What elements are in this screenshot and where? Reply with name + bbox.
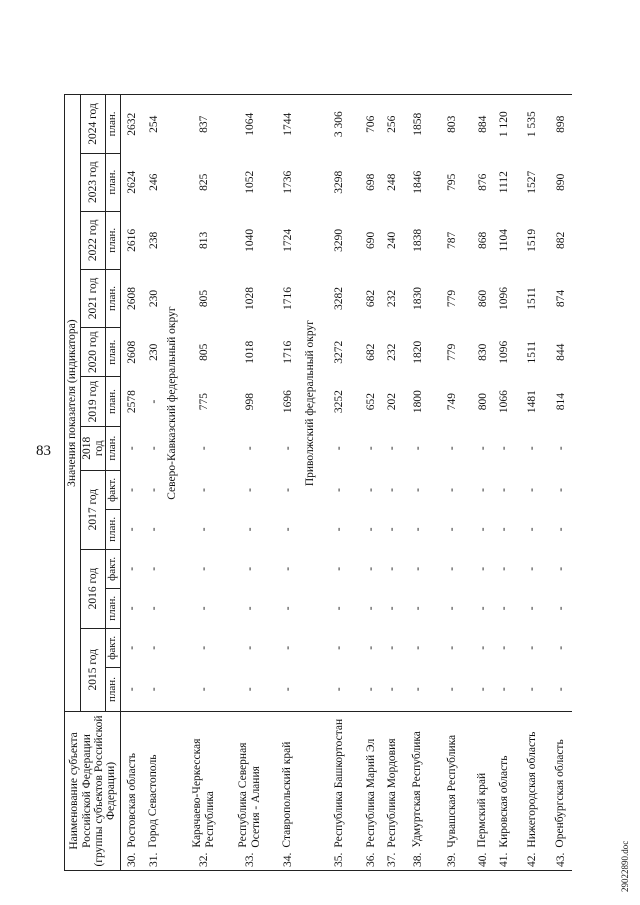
value-cell: 876 <box>476 173 489 191</box>
row-number: 35. <box>318 849 361 871</box>
value-cell: - <box>476 606 489 611</box>
district-row <box>165 37 180 871</box>
value-cell: - <box>411 446 424 451</box>
subject-column-header: Наименование субъекта Российской Федерации (группы субъектов Российской Федерации) <box>65 711 121 870</box>
indicator-table <box>64 36 572 871</box>
value-cell: - <box>197 606 210 611</box>
value-cell: - <box>386 566 399 571</box>
table-row <box>180 37 228 871</box>
region-name: Республика Башкортостан <box>318 711 361 848</box>
value-cell: - <box>386 687 399 692</box>
value-cell: - <box>554 446 567 451</box>
value-cell: - <box>526 487 539 492</box>
value-cell: - <box>365 566 378 571</box>
value-cell: 248 <box>386 173 399 191</box>
plan-subheader: план. <box>106 589 121 628</box>
value-cell: 1018 <box>244 340 257 364</box>
region-name: Ростовская область <box>121 711 143 848</box>
value-cell: 1 535 <box>515 95 550 153</box>
value-cell: 775 <box>197 392 210 411</box>
value-cell: - <box>281 527 294 532</box>
value-cell: - <box>498 566 511 571</box>
value-cell: - <box>411 687 424 692</box>
value-cell: - <box>197 487 210 492</box>
year-header: 2020 год <box>81 328 106 377</box>
value-cell: 749 <box>446 392 459 411</box>
value-cell: - <box>498 527 511 532</box>
region-name: Нижегородская область <box>515 711 550 848</box>
value-cell: - <box>526 527 539 532</box>
region-name: Пермский край <box>472 711 494 848</box>
value-cell: 1481 <box>526 390 539 414</box>
value-cell: - <box>446 645 459 650</box>
value-cell: 805 <box>197 343 210 361</box>
value-cell: 254 <box>143 95 165 153</box>
value-cell: - <box>125 527 138 532</box>
value-cell: - <box>476 687 489 692</box>
value-cell: 890 <box>554 173 567 191</box>
value-cell: 787 <box>446 231 459 249</box>
district-row <box>303 37 318 871</box>
value-cell: - <box>476 527 489 532</box>
fact-subheader: факт. <box>106 549 121 588</box>
value-cell: - <box>411 527 424 532</box>
plan-subheader: план. <box>106 153 121 211</box>
value-cell: 882 <box>554 231 567 249</box>
value-cell: 682 <box>365 343 378 361</box>
year-header: 2017 год <box>81 470 106 549</box>
plan-subheader: план. <box>106 426 121 470</box>
value-cell: - <box>446 687 459 692</box>
value-cell: - <box>333 606 346 611</box>
value-cell: 795 <box>446 173 459 191</box>
value-cell: 2578 <box>125 390 138 414</box>
value-cell: - <box>554 606 567 611</box>
value-cell: - <box>498 606 511 611</box>
value-cell: 874 <box>554 289 567 308</box>
value-cell: - <box>386 606 399 611</box>
rotated-table-wrapper <box>64 36 625 871</box>
table-row <box>121 37 143 871</box>
value-cell: 1511 <box>526 287 539 310</box>
value-cell: - <box>526 606 539 611</box>
value-cell: - <box>498 687 511 692</box>
value-cell: - <box>554 527 567 532</box>
value-cell: - <box>197 687 210 692</box>
region-name: Город Севастополь <box>143 711 165 848</box>
value-cell: - <box>554 687 567 692</box>
value-cell: 698 <box>365 173 378 191</box>
value-cell: - <box>147 527 160 532</box>
row-number: 32. <box>180 849 228 871</box>
value-cell: 1112 <box>498 171 511 194</box>
value-cell: 3282 <box>333 286 346 310</box>
value-cell: - <box>526 645 539 650</box>
indicator-group-header: Значения показателя (индикатора) <box>65 95 81 712</box>
value-cell: - <box>244 687 257 692</box>
value-cell: - <box>411 645 424 650</box>
table-row <box>382 37 403 871</box>
table-row <box>318 37 361 871</box>
row-number: 36. <box>361 849 382 871</box>
row-number: 30. <box>121 849 143 871</box>
plan-subheader: план. <box>106 328 121 377</box>
row-number: 31. <box>143 849 165 871</box>
value-cell: 2624 <box>125 170 138 194</box>
year-header: 2018 год <box>81 426 106 470</box>
value-cell: - <box>125 687 138 692</box>
table-row <box>143 37 165 871</box>
year-header: 2015 год <box>81 628 106 711</box>
value-cell: - <box>147 446 160 451</box>
value-cell: - <box>281 645 294 650</box>
value-cell: 232 <box>386 343 399 361</box>
row-number: 42. <box>515 849 550 871</box>
page-number: 83 <box>36 443 51 459</box>
year-header: 2019 год <box>81 377 106 426</box>
year-header: 2016 год <box>81 549 106 628</box>
value-cell: - <box>411 566 424 571</box>
value-cell: - <box>476 566 489 571</box>
district-spacer-name <box>165 711 180 848</box>
value-cell: - <box>197 566 210 571</box>
value-cell: 800 <box>476 392 489 411</box>
value-cell: 1800 <box>411 390 424 414</box>
value-cell: 230 <box>147 343 160 361</box>
value-cell: - <box>125 645 138 650</box>
value-cell: 3 306 <box>318 95 361 153</box>
value-cell: - <box>281 606 294 611</box>
value-cell: 813 <box>197 231 210 249</box>
fact-subheader: факт. <box>106 628 121 667</box>
fact-subheader: факт. <box>106 470 121 509</box>
region-name: Чувашская Республика <box>433 711 472 848</box>
year-header: 2023 год <box>81 153 106 211</box>
region-name: Оренбургская область <box>550 711 572 848</box>
value-cell: 779 <box>446 289 459 308</box>
value-cell: 652 <box>365 392 378 411</box>
value-cell: - <box>333 446 346 451</box>
value-cell: - <box>197 645 210 650</box>
table-row <box>361 37 382 871</box>
value-cell: - <box>386 446 399 451</box>
value-cell: - <box>476 487 489 492</box>
value-cell: 805 <box>197 289 210 308</box>
value-cell: 230 <box>147 289 160 308</box>
value-cell: - <box>365 446 378 451</box>
region-name: Ставропольский край <box>273 711 303 848</box>
value-cell: 1716 <box>281 340 294 364</box>
row-number: 39. <box>433 849 472 871</box>
value-cell: 2616 <box>125 228 138 252</box>
district-label: Приволжский федеральный округ <box>303 95 318 712</box>
value-cell: - <box>244 527 257 532</box>
value-cell: - <box>281 687 294 692</box>
value-cell: 884 <box>472 95 494 153</box>
value-cell: 1744 <box>273 95 303 153</box>
value-cell: 803 <box>433 95 472 153</box>
value-cell: 1527 <box>526 170 539 194</box>
value-cell: 1066 <box>498 390 511 414</box>
value-cell: 1096 <box>498 340 511 364</box>
value-cell: 1858 <box>403 95 433 153</box>
row-number: 34. <box>273 849 303 871</box>
value-cell: 246 <box>147 173 160 191</box>
row-number: 41. <box>494 849 515 871</box>
region-name: Республика Северная Осетия - Алания <box>228 711 273 848</box>
value-cell: - <box>526 566 539 571</box>
value-cell: 240 <box>386 231 399 249</box>
value-cell: - <box>147 645 160 650</box>
value-cell: 1028 <box>244 286 257 310</box>
row-number: 38. <box>403 849 433 871</box>
value-cell: 825 <box>197 173 210 191</box>
value-cell: - <box>244 487 257 492</box>
value-cell: - <box>498 487 511 492</box>
district-spacer-num <box>165 849 180 871</box>
value-cell: 1104 <box>498 229 511 252</box>
year-header: 2021 год <box>81 269 106 327</box>
value-cell: - <box>446 487 459 492</box>
value-cell: - <box>147 606 160 611</box>
plan-subheader: план. <box>106 269 121 327</box>
value-cell: - <box>498 645 511 650</box>
value-cell: - <box>554 487 567 492</box>
value-cell: - <box>554 645 567 650</box>
table-row <box>494 37 515 871</box>
value-cell: - <box>125 446 138 451</box>
row-number: 33. <box>228 849 273 871</box>
value-cell: - <box>281 446 294 451</box>
value-cell: - <box>147 566 160 571</box>
value-cell: 1830 <box>411 286 424 310</box>
value-cell: 1820 <box>411 340 424 364</box>
region-name: Удмуртская Республика <box>403 711 433 848</box>
value-cell: - <box>386 645 399 650</box>
row-number: 43. <box>550 849 572 871</box>
table-row <box>550 37 572 871</box>
value-cell: 779 <box>446 343 459 361</box>
region-name: Кировская область <box>494 711 515 848</box>
value-cell: 3298 <box>333 170 346 194</box>
plan-subheader: план. <box>106 211 121 269</box>
value-cell: - <box>333 566 346 571</box>
value-cell: - <box>147 687 160 692</box>
value-cell: 837 <box>180 95 228 153</box>
region-name: Карачаево-Черкесская Республика <box>180 711 228 848</box>
district-spacer-num <box>303 849 318 871</box>
value-cell: 860 <box>476 289 489 308</box>
table-row <box>228 37 273 871</box>
value-cell: - <box>125 566 138 571</box>
value-cell: - <box>476 645 489 650</box>
value-cell: - <box>197 527 210 532</box>
value-cell: - <box>386 487 399 492</box>
value-cell: 2608 <box>125 286 138 310</box>
plan-subheader: план. <box>106 668 121 712</box>
value-cell: - <box>386 527 399 532</box>
value-cell: - <box>333 687 346 692</box>
value-cell: - <box>281 566 294 571</box>
value-cell: 1040 <box>244 228 257 252</box>
value-cell: 814 <box>554 392 567 411</box>
plan-subheader: план. <box>106 377 121 426</box>
value-cell: - <box>244 645 257 650</box>
value-cell: 1511 <box>526 340 539 364</box>
row-number: 37. <box>382 849 403 871</box>
value-cell: 1 120 <box>494 95 515 153</box>
value-cell: - <box>333 527 346 532</box>
value-cell: - <box>244 446 257 451</box>
value-cell: - <box>365 527 378 532</box>
value-cell: - <box>446 606 459 611</box>
value-cell: 2608 <box>125 340 138 364</box>
region-name: Республика Мордовия <box>382 711 403 848</box>
value-cell: - <box>333 645 346 650</box>
value-cell: 998 <box>244 392 257 411</box>
footer-doc-code: 29022890.doc <box>620 840 630 892</box>
value-cell: 232 <box>386 289 399 308</box>
value-cell: - <box>365 645 378 650</box>
value-cell: 1096 <box>498 286 511 310</box>
value-cell: 898 <box>550 95 572 153</box>
value-cell: - <box>244 606 257 611</box>
value-cell: - <box>244 566 257 571</box>
value-cell: - <box>365 687 378 692</box>
year-header: 2024 год <box>81 95 106 153</box>
value-cell: 3272 <box>333 340 346 364</box>
year-header: 2022 год <box>81 211 106 269</box>
table-row <box>403 37 433 871</box>
district-spacer-name <box>303 711 318 848</box>
value-cell: 830 <box>476 343 489 361</box>
plan-subheader: план. <box>106 95 121 153</box>
value-cell: - <box>411 487 424 492</box>
value-cell: - <box>365 606 378 611</box>
district-label: Северо-Кавказский федеральный округ <box>165 95 180 712</box>
table-row <box>433 37 472 871</box>
value-cell: - <box>333 487 346 492</box>
value-cell: - <box>197 446 210 451</box>
value-cell: - <box>446 566 459 571</box>
row-number: 40. <box>472 849 494 871</box>
value-cell: - <box>554 566 567 571</box>
value-cell: - <box>526 687 539 692</box>
value-cell: 3252 <box>333 390 346 414</box>
value-cell: 1736 <box>281 170 294 194</box>
value-cell: - <box>125 487 138 492</box>
region-name: Республика Марий Эл <box>361 711 382 848</box>
value-cell: 844 <box>554 343 567 361</box>
value-cell: - <box>446 446 459 451</box>
value-cell: 1052 <box>244 170 257 194</box>
value-cell: - <box>125 606 138 611</box>
value-cell: - <box>147 399 160 404</box>
value-cell: 202 <box>386 392 399 411</box>
value-cell: - <box>281 487 294 492</box>
value-cell: - <box>498 446 511 451</box>
value-cell: 868 <box>476 231 489 249</box>
value-cell: - <box>147 487 160 492</box>
value-cell: - <box>446 527 459 532</box>
value-cell: 682 <box>365 289 378 308</box>
value-cell: 1064 <box>228 95 273 153</box>
table-row <box>472 37 494 871</box>
value-cell: 690 <box>365 231 378 249</box>
table-row <box>515 37 550 871</box>
value-cell: 1846 <box>411 170 424 194</box>
value-cell: 706 <box>361 95 382 153</box>
value-cell: 1724 <box>281 228 294 252</box>
value-cell: 256 <box>382 95 403 153</box>
value-cell: 1716 <box>281 286 294 310</box>
value-cell: 238 <box>147 231 160 249</box>
value-cell: 2632 <box>121 95 143 153</box>
value-cell: 1696 <box>281 390 294 414</box>
value-cell: 1838 <box>411 228 424 252</box>
table-row <box>273 37 303 871</box>
value-cell: 3290 <box>333 228 346 252</box>
value-cell: - <box>365 487 378 492</box>
value-cell: - <box>476 446 489 451</box>
value-cell: - <box>411 606 424 611</box>
plan-subheader: план. <box>106 510 121 549</box>
value-cell: - <box>526 446 539 451</box>
value-cell: 1519 <box>526 228 539 252</box>
